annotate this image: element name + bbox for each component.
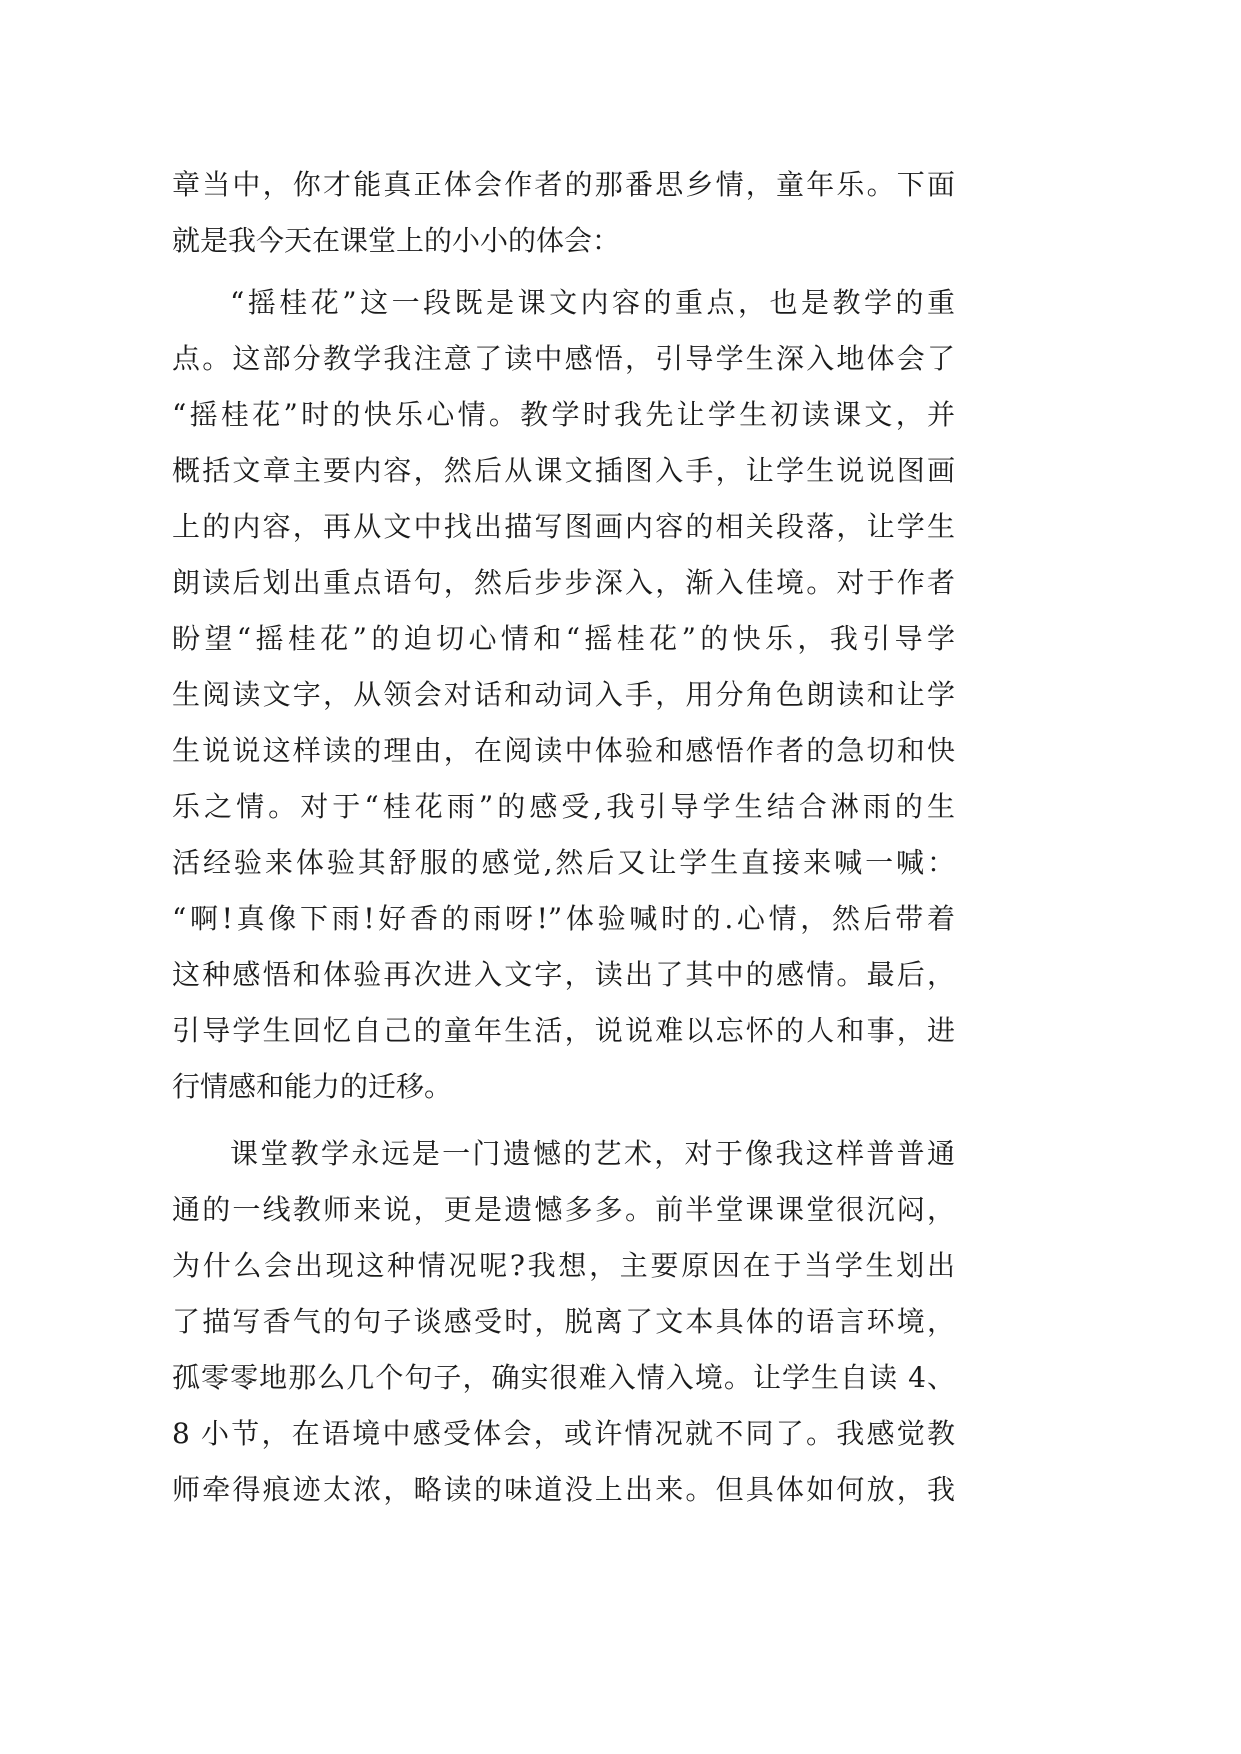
- text-line: 朗读后划出重点语句，然后步步深入，渐入佳境。对于作者: [172, 566, 955, 599]
- text-line: 章当中，你才能真正体会作者的那番思乡情，童年乐。下面: [172, 168, 955, 201]
- text-line: 活经验来体验其舒服的感觉,然后又让学生直接来喊一喊：: [172, 846, 955, 879]
- paragraph: [172, 275, 955, 1115]
- text-line: 师牵得痕迹太浓，略读的味道没上出来。但具体如何放，我: [172, 1473, 955, 1506]
- text-line: 生说说这样读的理由，在阅读中体验和感悟作者的急切和快: [172, 734, 955, 767]
- text-line: 8 小节，在语境中感受体会，或许情况就不同了。我感觉教: [172, 1417, 955, 1450]
- text-line: 概括文章主要内容，然后从课文插图入手，让学生说说图画: [172, 454, 955, 487]
- text-line: 乐之情。对于“桂花雨”的感受,我引导学生结合淋雨的生: [172, 790, 955, 823]
- document-body: [172, 157, 955, 1518]
- text-line: 就是我今天在课堂上的小小的体会：: [172, 224, 621, 257]
- text-line: 上的内容，再从文中找出描写图画内容的相关段落，让学生: [172, 510, 955, 543]
- text-line: 引导学生回忆自己的童年生活，说说难以忘怀的人和事，进: [172, 1014, 955, 1047]
- text-line: 生阅读文字，从领会对话和动词入手，用分角色朗读和让学: [172, 678, 955, 711]
- text-line: 点。这部分教学我注意了读中感悟，引导学生深入地体会了: [172, 342, 955, 375]
- text-line: 孤零零地那么几个句子，确实很难入情入境。让学生自读 4、: [172, 1361, 955, 1394]
- text-line: 课堂教学永远是一门遗憾的艺术，对于像我这样普普通: [230, 1137, 955, 1170]
- text-line: 这种感悟和体验再次进入文字，读出了其中的感情。最后，: [172, 958, 955, 991]
- text-line: 盼望“摇桂花”的迫切心情和“摇桂花”的快乐，我引导学: [172, 622, 955, 655]
- text-line: 为什么会出现这种情况呢?我想，主要原因在于当学生划出: [172, 1249, 955, 1282]
- paragraph: [172, 1126, 955, 1518]
- text-line: “摇桂花”这一段既是课文内容的重点，也是教学的重: [230, 286, 955, 319]
- text-line: “摇桂花”时的快乐心情。教学时我先让学生初读课文，并: [172, 398, 955, 431]
- text-line: “啊!真像下雨!好香的雨呀!”体验喊时的.心情，然后带着: [172, 902, 955, 935]
- text-line: 了描写香气的句子谈感受时，脱离了文本具体的语言环境，: [172, 1305, 955, 1338]
- paragraph: [172, 157, 955, 269]
- text-line: 通的一线教师来说，更是遗憾多多。前半堂课课堂很沉闷，: [172, 1193, 955, 1226]
- text-line: 行情感和能力的迁移。: [172, 1070, 453, 1103]
